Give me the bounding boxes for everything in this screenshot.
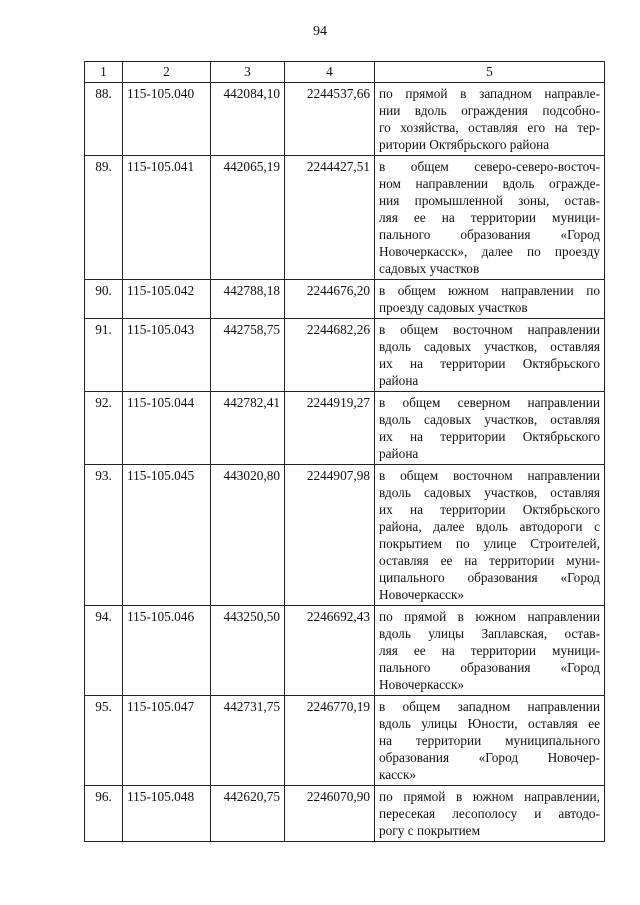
description-line: нии вдоль ограждения подсобно- [379, 103, 600, 118]
description-line: в общем восточном направлении [379, 468, 600, 483]
description-line: в общем западном направлении [379, 699, 600, 714]
description-line: покрытием по улице Строителей, [379, 536, 600, 551]
table-row [85, 606, 605, 696]
point-id-cell: 115-105.046 [123, 606, 211, 696]
x-coordinate-cell: 443250,50 [211, 606, 285, 696]
y-coordinate-cell: 2244537,66 [285, 83, 375, 156]
row-number-cell: 96. [85, 786, 123, 842]
table-row [85, 786, 605, 842]
table-row [85, 392, 605, 465]
column-header: 4 [285, 62, 375, 83]
row-number-cell: 94. [85, 606, 123, 696]
table-row [85, 696, 605, 786]
description-line: вдоль садовых участков, оставляя [379, 412, 600, 427]
x-coordinate-cell: 442084,10 [211, 83, 285, 156]
row-number-cell: 92. [85, 392, 123, 465]
description-line: в общем северо-северо-восточ- [379, 159, 600, 174]
description-line: их на территории Октябрьского [379, 356, 600, 371]
table-body [85, 83, 605, 842]
description-line: на территории муниципального [379, 733, 600, 748]
description-cell [375, 696, 605, 786]
description-cell [375, 392, 605, 465]
description-line: Новочеркасск», далее по проезду [379, 244, 600, 259]
description-line: в общем южном направлении по [379, 283, 600, 298]
description-line: оставляя ее на территории муни- [379, 553, 600, 568]
description-line: ном направлении вдоль огражде- [379, 176, 600, 191]
table-row [85, 319, 605, 392]
point-id-cell: 115-105.045 [123, 465, 211, 606]
description-line: касск» [379, 767, 417, 782]
description-line: пального образования «Город [379, 660, 600, 675]
description-line: района, далее вдоль автодороги с [379, 519, 600, 534]
description-line: ляя ее на территории муници- [379, 643, 600, 658]
point-id-cell: 115-105.048 [123, 786, 211, 842]
description-cell [375, 319, 605, 392]
y-coordinate-cell: 2244919,27 [285, 392, 375, 465]
column-header: 3 [211, 62, 285, 83]
row-number-cell: 91. [85, 319, 123, 392]
x-coordinate-cell: 442620,75 [211, 786, 285, 842]
y-coordinate-cell: 2244907,98 [285, 465, 375, 606]
description-line: района [379, 373, 419, 388]
x-coordinate-cell: 442788,18 [211, 280, 285, 319]
table-row [85, 465, 605, 606]
point-id-cell: 115-105.043 [123, 319, 211, 392]
page-number: 94 [313, 24, 327, 39]
description-line: вдоль улицы Юности, оставляя ее [379, 716, 600, 731]
description-line: ляя ее на территории муници- [379, 210, 600, 225]
point-id-cell: 115-105.044 [123, 392, 211, 465]
description-line: Новочеркасск» [379, 677, 465, 692]
description-line: садовых участков [379, 261, 480, 276]
description-line: ритории Октябрьского района [379, 137, 550, 152]
x-coordinate-cell: 442782,41 [211, 392, 285, 465]
description-line: вдоль садовых участков, оставляя [379, 485, 600, 500]
description-line: их на территории Октябрьского [379, 502, 600, 517]
column-header: 2 [123, 62, 211, 83]
x-coordinate-cell: 443020,80 [211, 465, 285, 606]
description-line: го хозяйства, оставляя его на тер- [379, 120, 600, 135]
row-number-cell: 93. [85, 465, 123, 606]
description-cell [375, 156, 605, 280]
description-cell [375, 606, 605, 696]
table-row [85, 156, 605, 280]
column-header: 5 [375, 62, 605, 83]
description-line: пересекая лесополосу и автодо- [379, 806, 600, 821]
row-number-cell: 95. [85, 696, 123, 786]
point-id-cell: 115-105.047 [123, 696, 211, 786]
description-cell [375, 465, 605, 606]
description-line: Новочеркасск» [379, 587, 465, 602]
description-line: их на территории Октябрьского [379, 429, 600, 444]
y-coordinate-cell: 2244427,51 [285, 156, 375, 280]
y-coordinate-cell: 2244676,20 [285, 280, 375, 319]
y-coordinate-cell: 2246770,19 [285, 696, 375, 786]
point-id-cell: 115-105.040 [123, 83, 211, 156]
description-line: в общем восточном направлении [379, 322, 600, 337]
row-number-cell: 89. [85, 156, 123, 280]
boundary-coordinates-table [84, 61, 605, 842]
y-coordinate-cell: 2246070,90 [285, 786, 375, 842]
table-row [85, 83, 605, 156]
description-line: по прямой в южном направлении [379, 609, 600, 624]
y-coordinate-cell: 2246692,43 [285, 606, 375, 696]
description-line: по прямой в западном направле- [379, 86, 600, 101]
description-line: пального образования «Город [379, 227, 600, 242]
description-line: района [379, 446, 419, 461]
description-cell [375, 83, 605, 156]
point-id-cell: 115-105.041 [123, 156, 211, 280]
description-line: ния промышленной зоны, остав- [379, 193, 600, 208]
description-line: вдоль садовых участков, оставляя [379, 339, 600, 354]
row-number-cell: 90. [85, 280, 123, 319]
description-line: вдоль улицы Заплавская, остав- [379, 626, 600, 641]
description-cell [375, 280, 605, 319]
x-coordinate-cell: 442758,75 [211, 319, 285, 392]
y-coordinate-cell: 2244682,26 [285, 319, 375, 392]
table-header-row [85, 62, 605, 83]
table-row [85, 280, 605, 319]
x-coordinate-cell: 442065,19 [211, 156, 285, 280]
x-coordinate-cell: 442731,75 [211, 696, 285, 786]
description-line: проезду садовых участков [379, 300, 528, 315]
column-header: 1 [85, 62, 123, 83]
description-line: образования «Город Новочер- [379, 750, 600, 765]
description-cell [375, 786, 605, 842]
description-line: ципального образования «Город [379, 570, 600, 585]
description-line: в общем северном направлении [379, 395, 600, 410]
description-line: рогу с покрытием [379, 823, 480, 838]
point-id-cell: 115-105.042 [123, 280, 211, 319]
description-line: по прямой в южном направлении, [379, 789, 600, 804]
row-number-cell: 88. [85, 83, 123, 156]
